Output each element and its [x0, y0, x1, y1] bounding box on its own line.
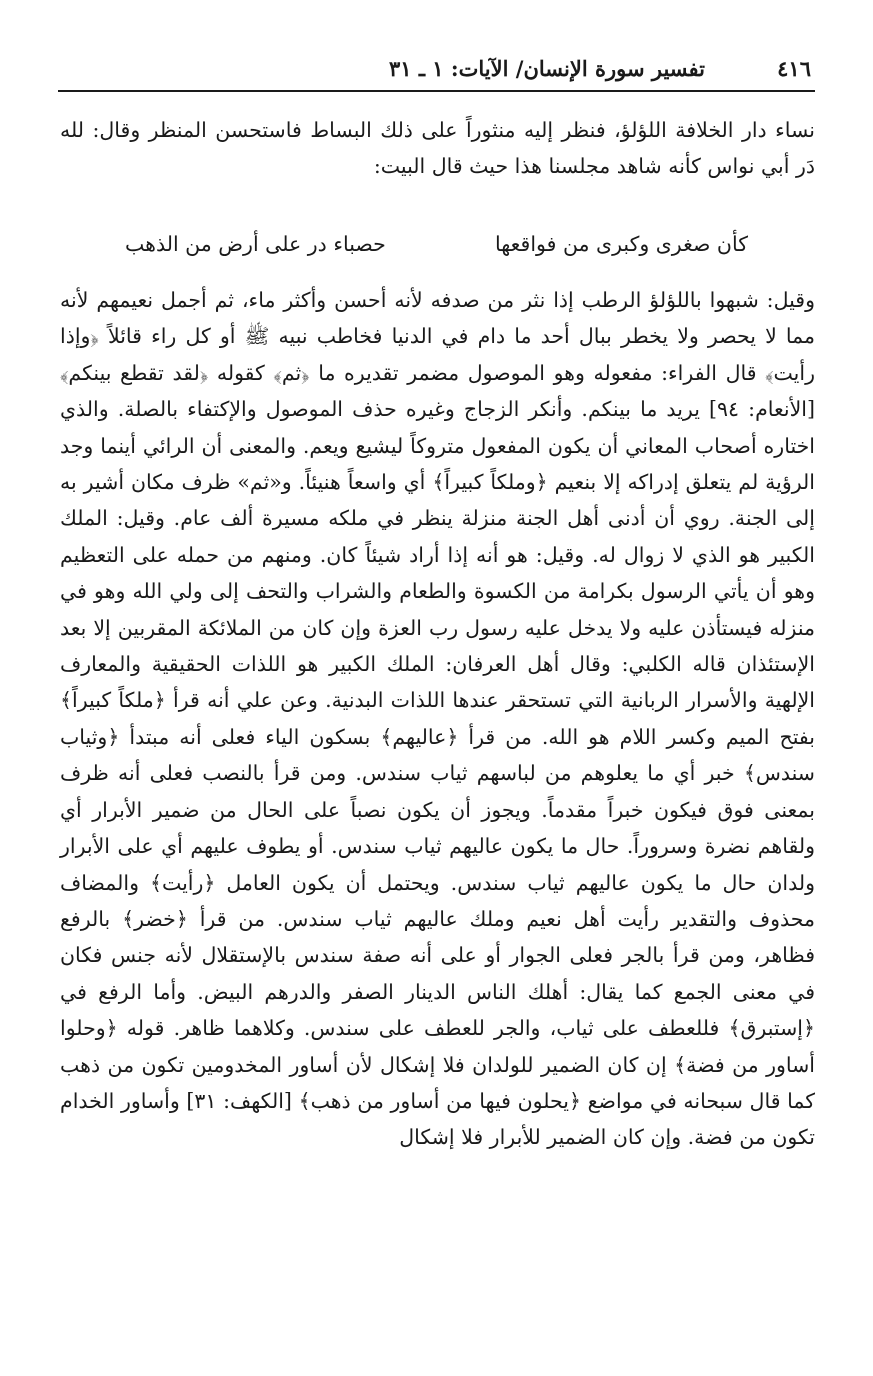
verse-first-hemistich: كأن صغرى وكبرى من فواقعها: [494, 232, 748, 256]
commentary-paragraph: وقيل: شبهوا باللؤلؤ الرطب إذا نثر من صدفه لأنه أحسن وأكثر ماء، ثم أجمل نعيمهم لأنه مما لا يحصر ولا يخطر ببال أحد ما دام في الدنيا فخاطب نبيه ﷺ أو كل راء قائلاً ﴿وإذا رأيت﴾ قال الفراء: مفعوله وهو الموصول مضمر تقديره ما ﴿ثم﴾ كقوله ﴿لقد تقطع بينكم﴾ [الأنعام: ٩٤] يريد ما بينكم. وأنكر الزجاج وغيره حذف الموصول والإكتفاء بالصلة. والذي اختاره أصحاب المعاني أن يكون المفعول متروكاً ليشيع ويعم. والمعنى أن الرائي أينما وجد الرؤية لم يتعلق إدراكه إلا بنعيم ﴿وملكاً كبيراً﴾ أي واسعاً هنيئاً. و«ثم» ظرف مكان أشير به إلى الجنة. روي أن أدنى أهل الجنة منزلة ينظر في ملكه مسيرة ألف عام. وقيل: الملك الكبير هو الذي لا زوال له. وقيل: هو أنه إذا أراد شيئاً كان. ومنهم من حمله على التعظيم وهو أن يأتي الرسول بكرامة من الكسوة والطعام والشراب والتحف إلى ولي الله وهو في منزله فيستأذن عليه ولا يدخل عليه رسول رب العزة وإن كان من الملائكة المقربين إلا بعد الإستئذان قاله الكلبي: وقال أهل العرفان: الملك الكبير هو اللذات الحقيقية والمعارف الإلهية والأسرار الربانية التي تستحقر عندها اللذات البدنية. وعن علي أنه قرأ ﴿ملكاً كبيراً﴾ بفتح الميم وكسر اللام هو الله. من قرأ ﴿عاليهم﴾ بسكون الياء فعلى أنه مبتدأ ﴿وثياب سندس﴾ خبر أي ما يعلوهم من لباسهم ثياب سندس. ومن قرأ بالنصب فعلى أنه ظرف بمعنى فوق فيكون خبراً مقدماً. ويجوز أن يكون نصباً على الحال من ضمير الأبرار أي ولقاهم نضرة وسروراً. حال ما يكون عاليهم ثياب سندس. أو يطوف عليهم أي على الأبرار ولدان حال ما يكون عاليهم ثياب سندس. ويحتمل أن يكون العامل ﴿رأيت﴾ والمضاف محذوف والتقدير رأيت أهل نعيم وملك عاليهم ثياب سندس. من قرأ ﴿خضر﴾ بالرفع فظاهر، ومن قرأ بالجر فعلى الجوار أو على أنه صفة سندس بالإستقلال لأنه جنس فكان في معنى الجمع كما يقال: أهلك الناس الدينار الصفر والدرهم البيض. وأما الرفع في ﴿إستبرق﴾ فللعطف على ثياب، والجر للعطف على سندس. وكلاهما ظاهر. قوله ﴿وحلوا أساور من فضة﴾ إن كان الضمير للولدان فلا إشكال لأن أساور المخدومين تكون من ذهب كما قال سبحانه في مواضع ﴿يحلون فيها من أساور من ذهب﴾ [الكهف: ٣١] وأساور الخدام تكون من فضة. وإن كان الضمير للأبرار فلا إشكال: [60, 288, 815, 1150]
intro-paragraph: نساء دار الخلافة اللؤلؤ، فنظر إليه منثوراً على ذلك البساط فاستحسن المنظر وقال: لله دَر أبي نواس كأنه شاهد مجلسنا هذا حيث قال البيت:: [60, 118, 815, 179]
poetry-verse: [125, 232, 748, 272]
running-header: [58, 50, 815, 92]
running-title: تفسير سورة الإنسان/ الآيات: ١ ـ ٣١: [388, 56, 705, 81]
verse-second-hemistich: حصباء در على أرض من الذهب: [125, 232, 386, 256]
page-number: ٤١٦: [777, 56, 811, 81]
